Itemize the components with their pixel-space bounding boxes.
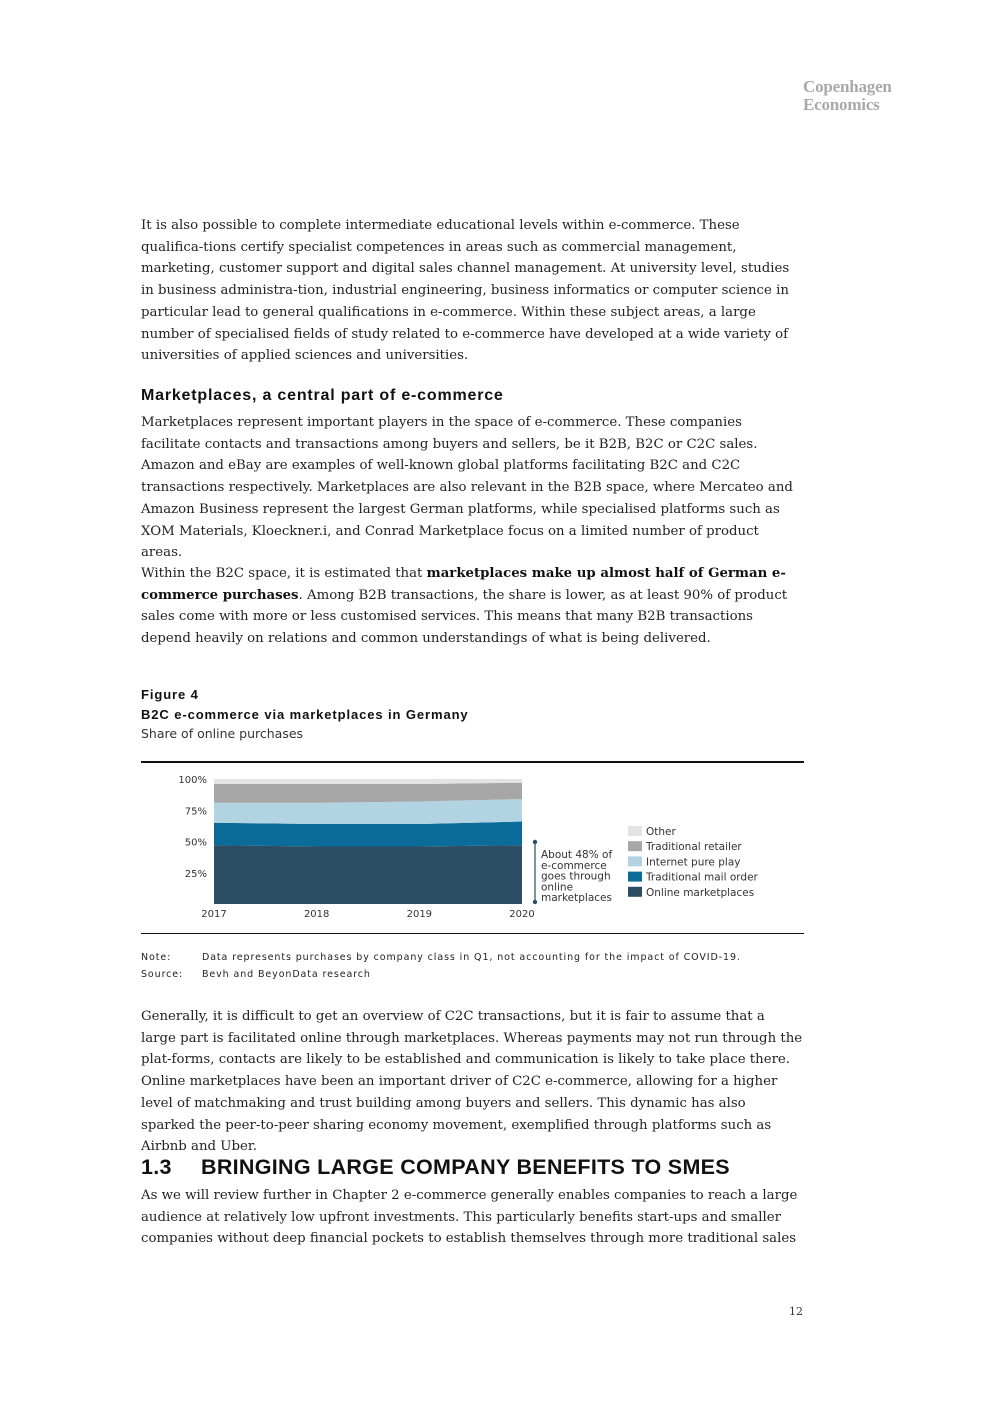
annotation-line: About 48% of: [541, 849, 613, 861]
figure-subtitle: Share of online purchases: [141, 726, 304, 741]
page-number: 12: [789, 1305, 803, 1318]
logo-line-2: Economics: [803, 95, 880, 114]
figure-bottom-rule: [141, 933, 804, 934]
legend-swatch-internet-pure-play: [628, 856, 642, 866]
x-tick-label: 2020: [509, 909, 535, 920]
section-number: 1.3: [141, 1155, 172, 1179]
figure-top-rule: [141, 761, 804, 763]
y-tick-label: 75%: [184, 806, 207, 818]
legend-swatch-online-marketplaces: [628, 887, 642, 897]
x-tick-label: 2017: [201, 909, 227, 920]
legend-swatch-other: [628, 826, 642, 836]
annotation-line: e-commerce: [541, 859, 607, 872]
legend-label-online-marketplaces: Online marketplaces: [646, 886, 755, 899]
marketplaces-heading: Marketplaces, a central part of e-commerce: [141, 387, 504, 404]
paragraph-2-text-start: Within the B2C space, it is estimated that: [141, 566, 427, 581]
legend-label-other: Other: [646, 826, 676, 838]
legend-swatch-traditional-mail-order: [628, 872, 642, 882]
chart-areas: [214, 779, 522, 904]
source-key: Source:: [141, 969, 184, 980]
section-title: BRINGING LARGE COMPANY BENEFITS TO SMES: [201, 1155, 730, 1179]
source-text: Bevh and BeyonData research: [202, 969, 371, 980]
annotation-line: marketplaces: [541, 892, 612, 905]
section-heading-smes: [141, 1155, 730, 1180]
area-traditional-retailer: [214, 783, 522, 803]
company-logo: [803, 78, 913, 114]
figure-note: [141, 952, 741, 963]
marketplaces-paragraph-1: Marketplaces represent important players in the space of e-commerce. These companies facilitate contacts and transactions among buyers and sellers, be it B2B, B2C or C2C sales. Amazon and eBay are examples of well-known global platforms facilitating B2C and C2C transactions respectively. Marketplaces are also relevant in the B2B space, where Mercateo and Amazon Business represent the largest German platforms, while specialised platforms such as XOM Materials, Kloeckner.i, and Conrad Marketplace focus on a limited number of product areas.: [141, 415, 793, 561]
figure-title: B2C e-commerce via marketplaces in Germany: [141, 707, 469, 722]
area-online-marketplaces: [214, 845, 522, 904]
c2c-paragraph: Generally, it is difficult to get an overview of C2C transactions, but it is fair to assume that a large part is facilitated online through marketplaces. Whereas payments may not run through the plat-forms, contacts are likely to be established and communication is likely to take place there. Online marketplaces have been an important driver of C2C e-commerce, allowing for a higher level of matchmaking and trust building among buyers and sellers. This dynamic has also sparked the peer-to-peer sharing economy movement, exemplified through platforms such as Airbnb and Uber.: [141, 1009, 803, 1155]
y-tick-label: 50%: [184, 837, 207, 849]
stacked-area-chart: [141, 764, 804, 932]
paragraph-2-text-end: . Among B2B transactions, the share is lower, as at least 90% of product sales come with more or less customised services. This means that many B2B transactions depend heavily on relations and common understandings of what is being delivered.: [141, 587, 788, 647]
note-key: Note:: [141, 952, 172, 963]
annotation-line: goes through: [541, 870, 611, 883]
x-axis-ticks: [201, 909, 534, 920]
chart-legend: [628, 826, 759, 899]
legend-swatch-traditional-retailer: [628, 841, 642, 851]
note-text: Data represents purchases by company class in Q1, not accounting for the impact of COVID-19.: [202, 952, 741, 963]
annotation-line: online: [541, 881, 574, 894]
logo-line-1: Copenhagen: [803, 77, 892, 96]
annotation-text: [541, 849, 612, 904]
smes-paragraph: As we will review further in Chapter 2 e-commerce generally enables companies to reach a large audience at relatively low upfront investments. This particularly benefits start-ups and smaller companies without deep financial pockets to establish themselves through more traditional sales: [141, 1188, 798, 1247]
paragraph-2-emphasis: marketplaces make up almost half of German e-commerce purchases: [141, 566, 786, 603]
x-tick-label: 2019: [406, 909, 433, 920]
figure-label: Figure 4: [141, 687, 199, 702]
intro-paragraph: It is also possible to complete intermediate educational levels within e-commerce. These qualifica-tions certify specialist competences in areas such as commercial management, marketing, customer support and digital sales channel management. At university level, studies in business administra-tion, industrial engineering, business informatics or computer science in particular lead to general qualifications in e-commerce. Within these subject areas, a large number of specialised fields of study related to e-commerce have developed at a wide variety of universities of applied sciences and universities.: [141, 218, 790, 364]
y-axis-ticks: [178, 775, 207, 880]
area-other: [214, 779, 522, 784]
legend-label-traditional-retailer: Traditional retailer: [646, 841, 742, 854]
legend-label-traditional-mail-order: Traditional mail order: [646, 871, 758, 884]
x-tick-label: 2018: [303, 909, 330, 920]
legend-label-internet-pure-play: Internet pure play: [646, 856, 741, 869]
y-tick-label: 25%: [184, 868, 207, 880]
marketplaces-paragraph-2: [141, 563, 803, 650]
annotation-bracket-bottom-dot: [533, 900, 537, 904]
annotation-bracket-top-dot: [533, 840, 537, 844]
figure-source: [141, 969, 371, 980]
y-tick-label: 100%: [178, 775, 207, 786]
area-traditional-mail-order: [214, 822, 522, 847]
